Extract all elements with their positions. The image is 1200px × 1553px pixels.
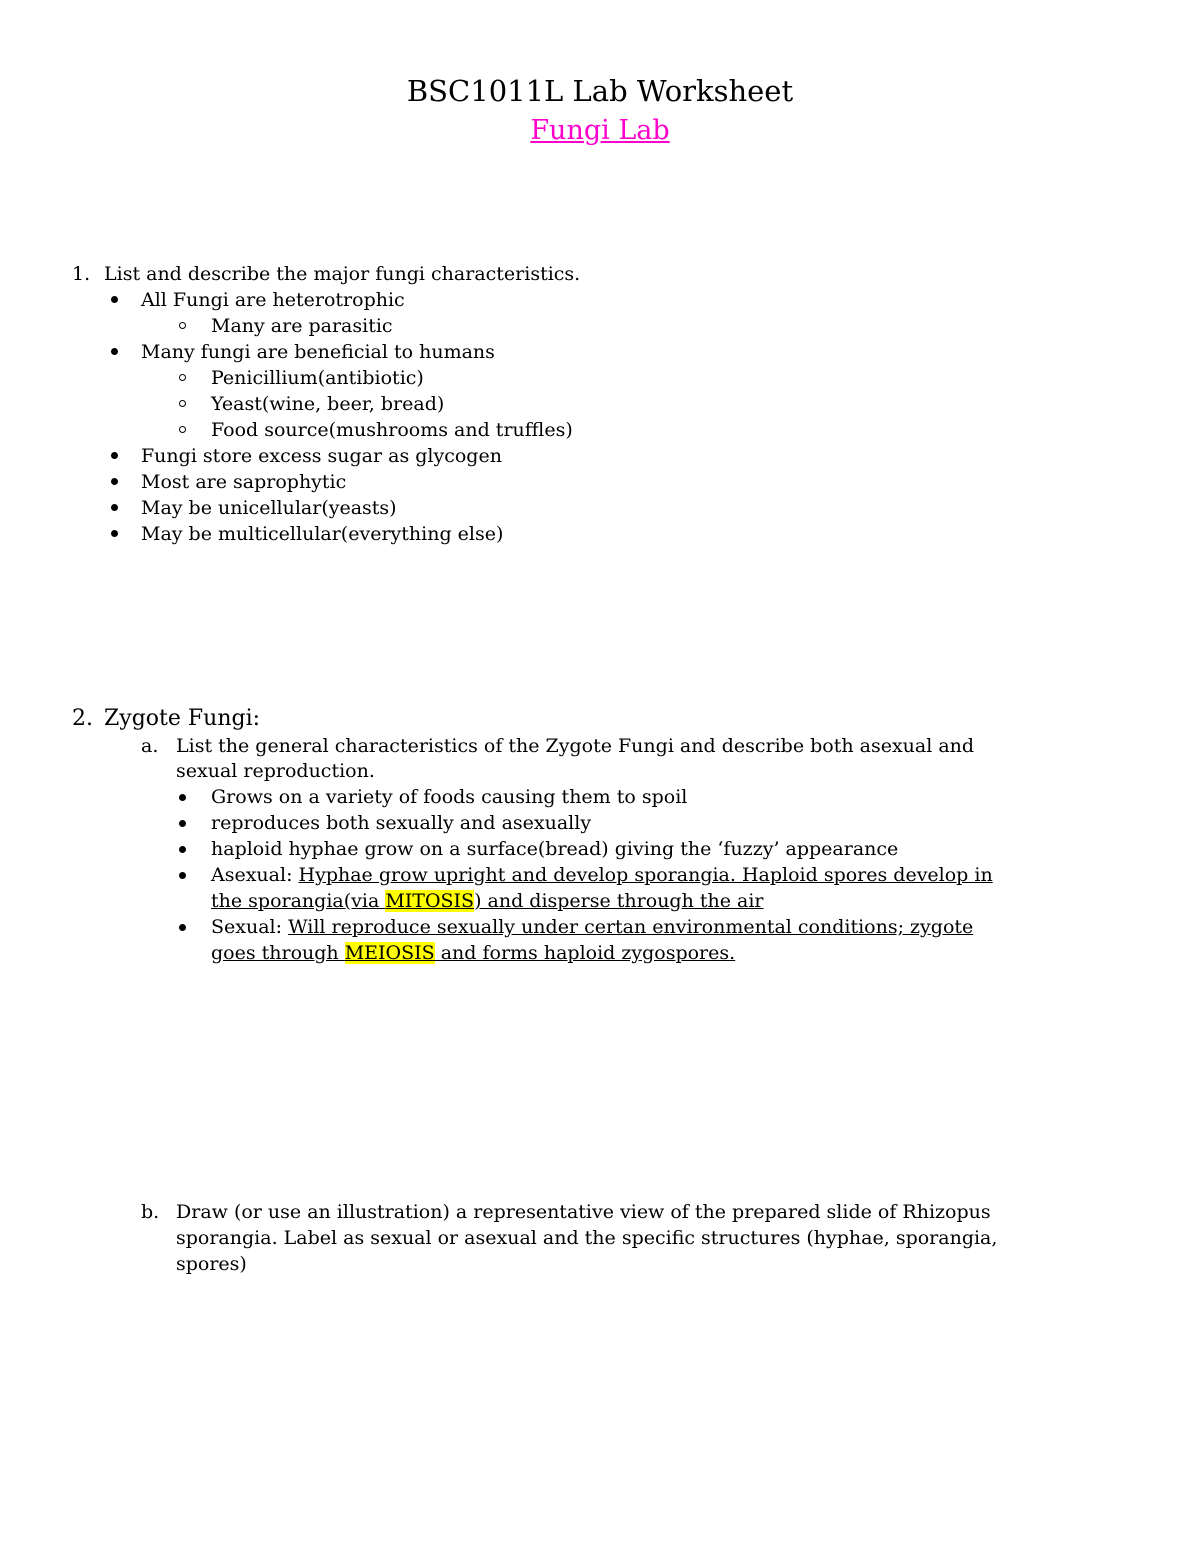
sub-list-item: Food source(mushrooms and truffles) <box>211 419 573 441</box>
sub-list-item: Yeast(wine, beer, bread) <box>211 393 445 415</box>
part-b-prompt: sporangia. Label as sexual or asexual and the specific structures (hyphae, sporangia, <box>176 1227 998 1249</box>
part-b-prompt: spores) <box>176 1253 247 1275</box>
list-item: All Fungi are heterotrophic <box>141 289 405 311</box>
bullet-icon <box>179 872 186 879</box>
bullet-icon <box>179 846 186 853</box>
question-2-heading: Zygote Fungi: <box>104 706 261 731</box>
part-a-prompt: List the general characteristics of the Zygote Fungi and describe both asexual and <box>176 735 975 757</box>
sexual-line-2 <box>211 940 735 966</box>
meiosis-highlight: MEIOSIS <box>344 942 435 964</box>
asexual-text: the sporangia(via <box>211 890 386 912</box>
sexual-text: Will reproduce sexually under certan environmental conditions; zygote <box>288 916 974 938</box>
bullet-icon <box>111 296 118 303</box>
bullet-icon <box>179 820 186 827</box>
list-item: Grows on a variety of foods causing them to spoil <box>211 786 688 808</box>
bullet-icon <box>111 452 118 459</box>
list-item: May be unicellular(yeasts) <box>141 497 397 519</box>
asexual-text: ) and disperse through the air <box>474 890 764 912</box>
page-subtitle: Fungi Lab <box>530 115 670 146</box>
question-1-number: 1. <box>72 263 91 285</box>
sub-list-item: Penicillium(antibiotic) <box>211 367 424 389</box>
sexual-text: and forms haploid zygospores. <box>434 942 736 964</box>
sexual-text: goes through <box>211 942 345 964</box>
bullet-icon <box>111 504 118 511</box>
question-1-prompt: List and describe the major fungi characteristics. <box>104 263 581 285</box>
list-item: reproduces both sexually and asexually <box>211 812 592 834</box>
list-item: May be multicellular(everything else) <box>141 523 504 545</box>
sexual-label: Sexual: <box>211 916 289 938</box>
ring-bullet-icon <box>179 374 186 381</box>
bullet-icon <box>111 348 118 355</box>
sub-list-item: Many are parasitic <box>211 315 393 337</box>
sexual-line-1 <box>211 914 973 940</box>
asexual-line-1 <box>211 862 993 888</box>
bullet-icon <box>179 924 186 931</box>
ring-bullet-icon <box>179 426 186 433</box>
asexual-text: Hyphae grow upright and develop sporangia. Haploid spores develop in <box>298 864 993 886</box>
mitosis-highlight: MITOSIS <box>385 890 475 912</box>
list-item: Many fungi are beneficial to humans <box>141 341 495 363</box>
part-a-prompt: sexual reproduction. <box>176 760 375 782</box>
list-item: Fungi store excess sugar as glycogen <box>141 445 502 467</box>
list-item: haploid hyphae grow on a surface(bread) giving the ‘fuzzy’ appearance <box>211 838 899 860</box>
bullet-icon <box>111 478 118 485</box>
ring-bullet-icon <box>179 400 186 407</box>
asexual-line-2 <box>211 888 764 914</box>
page-title: BSC1011L Lab Worksheet <box>406 74 794 108</box>
ring-bullet-icon <box>179 322 186 329</box>
part-a-letter: a. <box>141 735 159 757</box>
bullet-icon <box>179 794 186 801</box>
list-item: Most are saprophytic <box>141 471 347 493</box>
part-b-prompt: Draw (or use an illustration) a representative view of the prepared slide of Rhizopus <box>176 1201 991 1223</box>
bullet-icon <box>111 530 118 537</box>
question-2-number: 2. <box>72 706 93 731</box>
part-b-letter: b. <box>141 1201 160 1223</box>
asexual-label: Asexual: <box>211 864 299 886</box>
